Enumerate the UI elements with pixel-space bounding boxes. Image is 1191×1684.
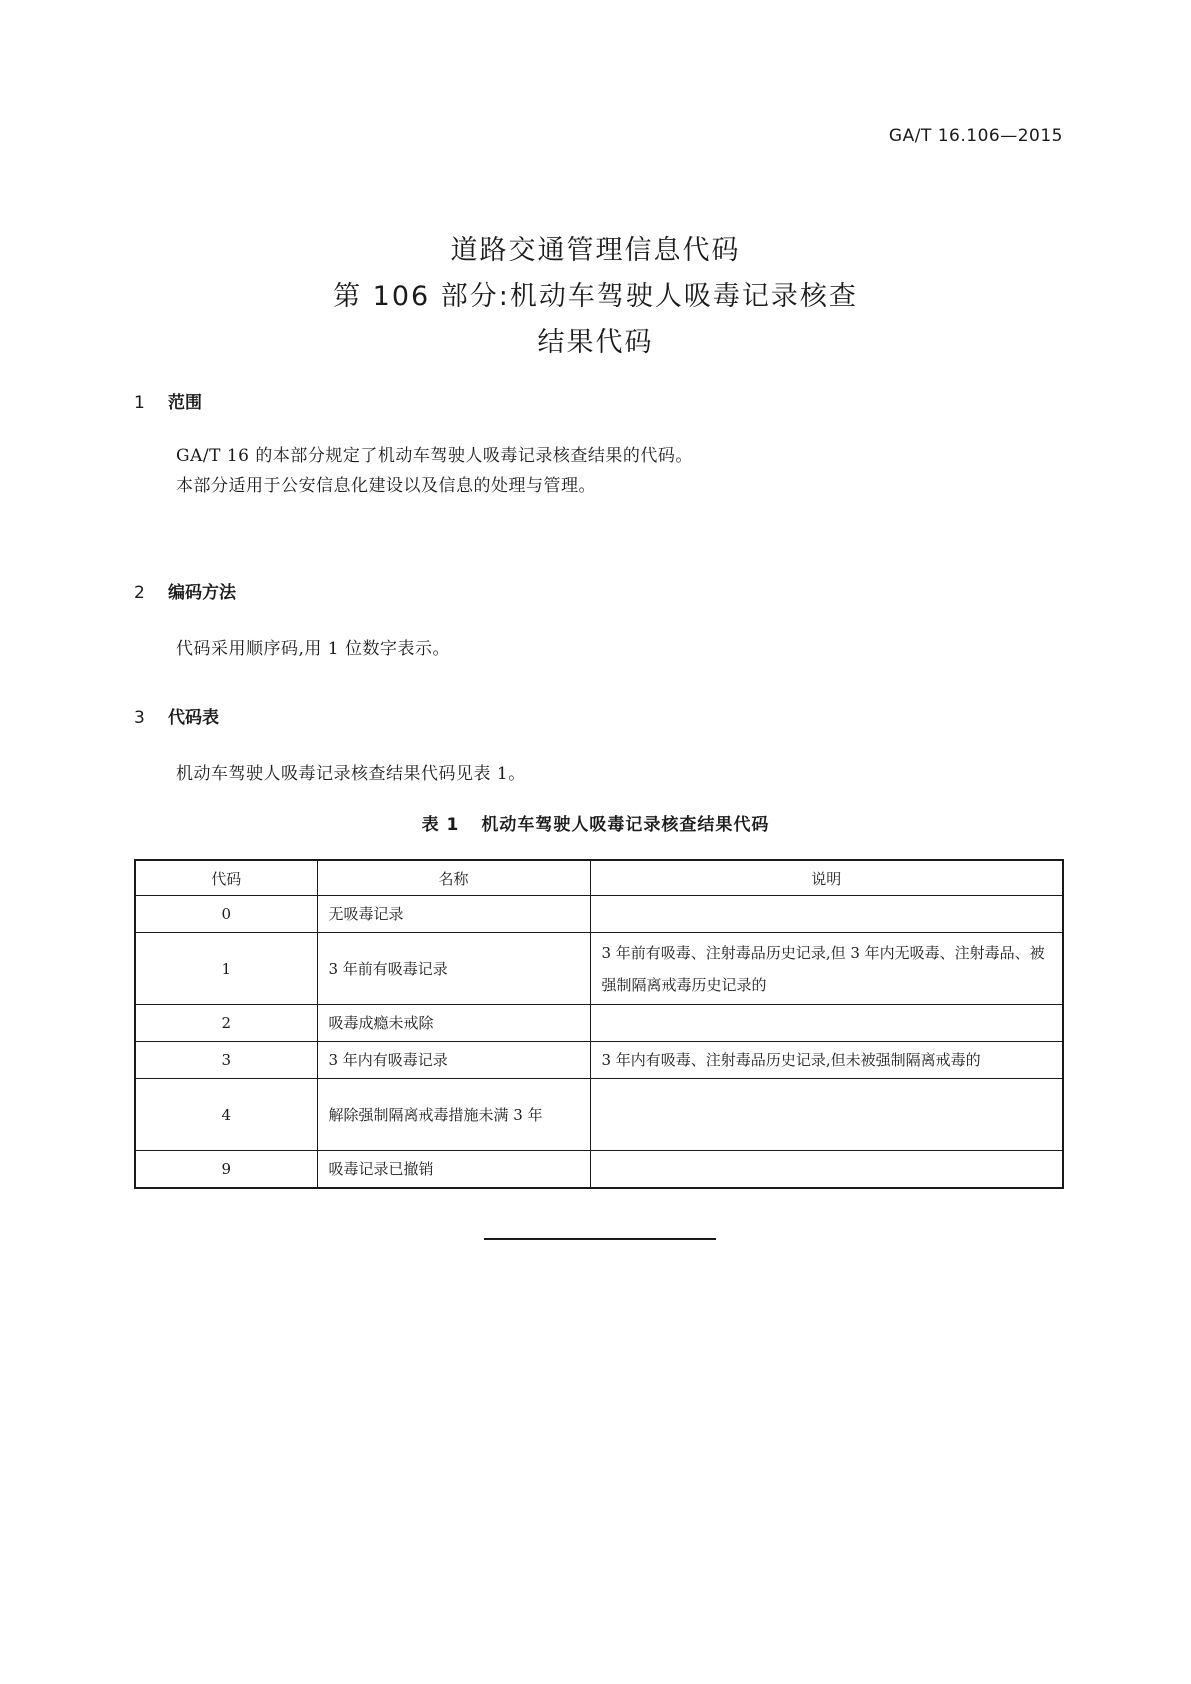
table-number: 表 1	[421, 815, 460, 835]
header-code: 代码	[135, 860, 317, 896]
table-row	[135, 933, 1063, 1005]
section-2-heading	[134, 578, 236, 603]
code-table	[134, 859, 1064, 1189]
cell-name: 吸毒成瘾未戒除	[317, 1005, 590, 1042]
table-row	[135, 896, 1063, 933]
cell-name: 吸毒记录已撤销	[317, 1151, 590, 1188]
cell-desc: 3 年前有吸毒、注射毒品历史记录,但 3 年内无吸毒、注射毒品、被强制隔离戒毒历史记录的	[590, 933, 1063, 1005]
cell-code: 4	[135, 1079, 317, 1151]
paragraph: 代码采用顺序码,用 1 位数字表示。	[176, 639, 451, 659]
title-line-2: 第 106 部分:机动车驾驶人吸毒记录核查	[333, 281, 858, 312]
section-number: 3	[134, 708, 145, 728]
title-line-3: 结果代码	[537, 327, 654, 358]
cell-desc	[590, 1005, 1063, 1042]
standard-code: GA/T 16.106—2015	[888, 126, 1063, 146]
section-3-heading	[134, 703, 219, 728]
table-row	[135, 1079, 1063, 1151]
cell-code: 2	[135, 1005, 317, 1042]
document-title	[0, 228, 1191, 366]
cell-name: 3 年内有吸毒记录	[317, 1042, 590, 1079]
section-number: 1	[134, 393, 145, 413]
cell-name: 解除强制隔离戒毒措施未满 3 年	[317, 1079, 590, 1151]
cell-desc	[590, 1079, 1063, 1151]
cell-code: 9	[135, 1151, 317, 1188]
table-row	[135, 1151, 1063, 1188]
section-title: 编码方法	[168, 583, 236, 603]
cell-code: 3	[135, 1042, 317, 1079]
paragraph: GA/T 16 的本部分规定了机动车驾驶人吸毒记录核查结果的代码。	[176, 446, 693, 466]
section-title: 代码表	[168, 708, 219, 728]
table-row	[135, 1042, 1063, 1079]
paragraph: 本部分适用于公安信息化建设以及信息的处理与管理。	[176, 476, 596, 496]
title-line-1: 道路交通管理信息代码	[450, 235, 741, 266]
cell-code: 0	[135, 896, 317, 933]
table-header-row	[135, 860, 1063, 896]
section-number: 2	[134, 583, 145, 603]
cell-desc	[590, 896, 1063, 933]
cell-desc	[590, 1151, 1063, 1188]
end-rule	[484, 1238, 716, 1240]
header-desc: 说明	[590, 860, 1063, 896]
cell-name: 3 年前有吸毒记录	[317, 933, 590, 1005]
section-title: 范围	[168, 393, 202, 413]
cell-code: 1	[135, 933, 317, 1005]
paragraph: 机动车驾驶人吸毒记录核查结果代码见表 1。	[176, 764, 526, 784]
section-1-heading	[134, 388, 202, 413]
table-caption-text: 机动车驾驶人吸毒记录核查结果代码	[481, 815, 770, 835]
header-name: 名称	[317, 860, 590, 896]
cell-desc: 3 年内有吸毒、注射毒品历史记录,但未被强制隔离戒毒的	[590, 1042, 1063, 1079]
cell-name: 无吸毒记录	[317, 896, 590, 933]
table-row	[135, 1005, 1063, 1042]
table-caption	[0, 810, 1191, 835]
